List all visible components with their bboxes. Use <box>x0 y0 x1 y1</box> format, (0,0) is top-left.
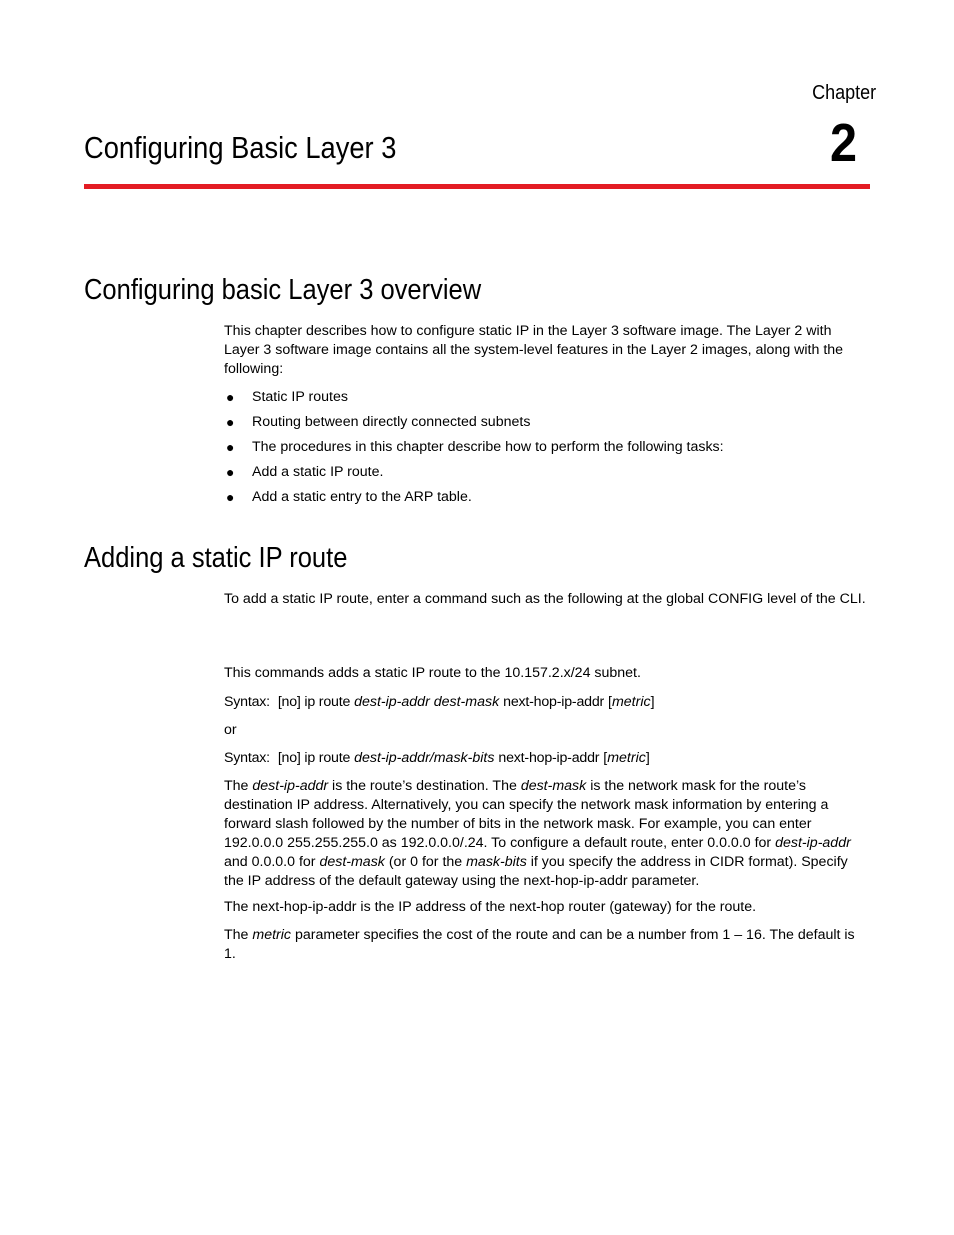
overview-bullet-list <box>224 388 870 513</box>
syntax-command: [no] ip route <box>277 694 351 710</box>
metric-description-text: The metric parameter specifies the cost of the route and can be a number from 1 – 16. The default is 1. <box>224 927 855 962</box>
static-route-intro <box>224 590 870 609</box>
commands-note <box>224 664 870 683</box>
metric-description <box>224 926 870 964</box>
bullet-icon: ● <box>226 414 235 430</box>
static-route-intro-text: To add a static IP route, enter a command such as the following at the global CONFIG level of the CLI. <box>224 591 866 607</box>
chapter-number: 2 <box>829 113 857 173</box>
syntax-label: Syntax: <box>224 694 270 710</box>
syntax-label: Syntax: <box>224 750 270 766</box>
chapter-label: Chapter <box>811 82 876 104</box>
chapter-title: Configuring Basic Layer 3 <box>84 130 397 165</box>
list-item: ● The procedures in this chapter describe how to perform the following tasks: <box>226 439 724 455</box>
overview-intro-text: This chapter describes how to configure static IP in the Layer 3 software image. The Layer 2 with Layer 3 software image contains all the system-level features in the Layer 2 images, along with the following: <box>224 323 844 377</box>
bullet-icon: ● <box>226 464 235 480</box>
syntax-arg-next-hop: next-hop-ip-addr <box>498 750 600 766</box>
chapter-title-rule <box>84 184 870 189</box>
next-hop-description-text: The next-hop-ip-addr is the IP address of the next-hop router (gateway) for the route. <box>224 899 757 915</box>
dest-description-text: The dest-ip-addr is the route’s destination. The dest-mask is the network mask for the route’s destination IP address. Alternatively, you can specify the network mask information by entering a forward slash followed by the number of bits in the network mask. For example, you can enter 192.0.0.0 255.255.255.0 as 192.0.0.0/.24. To configure a default route, enter 0.0.0.0 for dest-ip-addr and 0.0.0.0 for dest-mask (or 0 for the mask-bits if you specify the address in CIDR format). Specify the IP address of the default gateway using the next-hop-ip-addr parameter. <box>224 778 851 889</box>
syntax-arg-next-hop: next-hop-ip-addr <box>503 694 605 710</box>
section-heading-static-route: Adding a static IP route <box>84 542 348 574</box>
list-item: ● Static IP routes <box>226 389 348 405</box>
syntax-command: [no] ip route <box>277 750 351 766</box>
commands-note-text: This commands adds a static IP route to the 10.157.2.x/24 subnet. <box>224 665 641 681</box>
syntax-or: or <box>224 722 237 738</box>
list-item: ● Routing between directly connected subnets <box>226 414 531 430</box>
overview-intro <box>224 322 870 379</box>
list-item: ● Add a static IP route. <box>226 464 384 480</box>
syntax-line-1 <box>224 693 655 712</box>
list-item: ● Add a static entry to the ARP table. <box>226 489 472 505</box>
syntax-bracket-close: ] <box>650 694 655 710</box>
syntax-bracket-open: [ <box>603 750 608 766</box>
syntax-bracket-open: [ <box>608 694 612 710</box>
bullet-icon: ● <box>226 389 235 405</box>
bullet-icon: ● <box>226 439 235 455</box>
syntax-bracket-close: ] <box>645 750 650 766</box>
section-heading-overview: Configuring basic Layer 3 overview <box>84 274 482 306</box>
next-hop-description <box>224 898 870 917</box>
syntax-metric: metric <box>607 750 646 766</box>
syntax-line-2 <box>224 749 650 768</box>
syntax-arg: dest-ip-addr dest-mask <box>354 694 500 710</box>
bullet-icon: ● <box>226 489 235 505</box>
syntax-arg: dest-ip-addr/mask-bits <box>354 750 495 766</box>
dest-description <box>224 777 870 891</box>
syntax-metric: metric <box>611 694 651 710</box>
